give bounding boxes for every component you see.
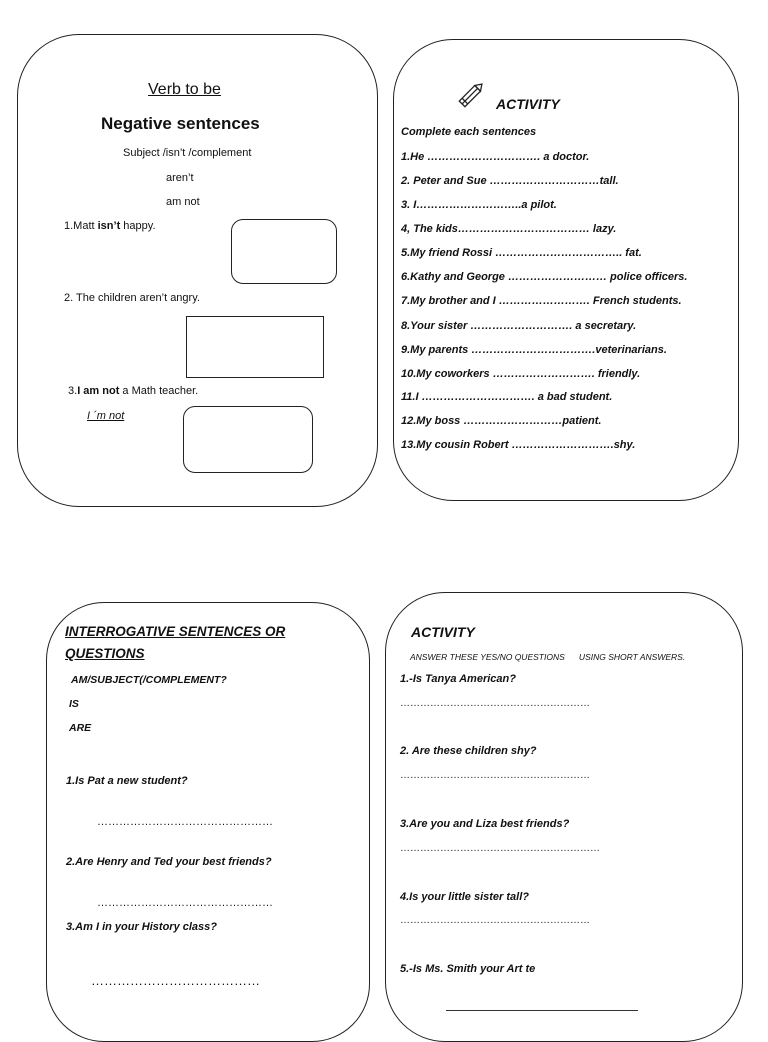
activity-title: ACTIVITY bbox=[496, 96, 560, 112]
question-3: 3.Am I in your History class? bbox=[66, 921, 217, 933]
sentence-item[interactable]: 8.Your sister ………………………. a secretary. bbox=[401, 320, 637, 332]
example-1: 1.Matt isn’t happy. bbox=[64, 220, 156, 232]
activity-instruction: Complete each sentences bbox=[401, 126, 537, 138]
activity-questions-card bbox=[385, 592, 743, 1042]
sentence-item[interactable]: 9.My parents …………………………….veterinarians. bbox=[401, 344, 667, 356]
answer-line-5[interactable] bbox=[446, 1010, 638, 1011]
activity-instruction: ANSWER THESE YES/NO QUESTIONS USING SHORT ANSWERS. bbox=[410, 652, 686, 662]
sentence-item[interactable]: 11.I …………………………. a bad student. bbox=[401, 391, 613, 403]
pattern-line: am not bbox=[166, 196, 200, 208]
sentence-item[interactable]: 12.My boss ………………………patient. bbox=[401, 415, 602, 427]
question-5: 5.-Is Ms. Smith your Art te bbox=[400, 963, 536, 975]
negative-sentences-card bbox=[17, 34, 378, 507]
answer-line-2[interactable]: ………………………………………… bbox=[97, 897, 273, 909]
card-title-line-2: QUESTIONS bbox=[65, 646, 145, 661]
answer-line-4[interactable]: ………………………………………………… bbox=[400, 915, 590, 926]
pencil-icon bbox=[455, 77, 489, 111]
answer-box-2[interactable] bbox=[186, 316, 324, 378]
pattern-line: aren’t bbox=[166, 172, 194, 184]
activity-title: ACTIVITY bbox=[411, 624, 475, 640]
question-4: 4.Is your little sister tall? bbox=[400, 891, 529, 903]
example-3: 3.I am not a Math teacher. bbox=[68, 385, 199, 397]
answer-line-1[interactable]: ………………………………………… bbox=[97, 816, 273, 828]
sentence-item[interactable]: 13.My cousin Robert ……………………….shy. bbox=[401, 439, 636, 451]
question-1: 1.-Is Tanya American? bbox=[400, 673, 516, 685]
example-2: 2. The children aren’t angry. bbox=[64, 292, 200, 304]
sentence-item[interactable]: 1.He …………………………. a doctor. bbox=[401, 151, 590, 163]
answer-box-3[interactable] bbox=[183, 406, 313, 473]
card-title-line-1: INTERROGATIVE SENTENCES OR bbox=[65, 624, 286, 639]
question-3: 3.Are you and Liza best friends? bbox=[400, 818, 570, 830]
answer-line-3[interactable]: …………………………………………………… bbox=[400, 843, 600, 854]
sentence-item[interactable]: 10.My coworkers ………………………. friendly. bbox=[401, 368, 641, 380]
answer-line-2[interactable]: ………………………………………………… bbox=[400, 770, 590, 781]
sentence-item[interactable]: 2. Peter and Sue …………………………tall. bbox=[401, 175, 619, 187]
pattern-line: ARE bbox=[69, 722, 92, 734]
question-1: 1.Is Pat a new student? bbox=[66, 775, 188, 787]
sentence-item[interactable]: 5.My friend Rossi …………………………….. fat. bbox=[401, 247, 642, 259]
answer-line-1[interactable]: ………………………………………………… bbox=[400, 698, 590, 709]
answer-box-1[interactable] bbox=[231, 219, 337, 284]
answer-line-3[interactable]: ………………………………… bbox=[91, 973, 260, 988]
sentence-item[interactable]: 6.Kathy and George ……………………… police officers. bbox=[401, 271, 688, 283]
question-2: 2.Are Henry and Ted your best friends? bbox=[66, 856, 272, 868]
pattern-line: AM/SUBJECT(/COMPLEMENT? bbox=[71, 674, 227, 686]
card-title: Verb to be bbox=[148, 81, 221, 98]
interrogative-card bbox=[46, 602, 370, 1042]
card-heading: Negative sentences bbox=[101, 114, 260, 133]
contraction-note: I ´m not bbox=[87, 410, 125, 422]
question-2: 2. Are these children shy? bbox=[400, 745, 537, 757]
pattern-line: IS bbox=[69, 698, 79, 710]
pattern-line: Subject /isn’t /complement bbox=[123, 147, 252, 159]
sentence-item[interactable]: 3. I………………………..a pilot. bbox=[401, 199, 557, 211]
sentence-item[interactable]: 7.My brother and I ……………………. French students. bbox=[401, 295, 682, 307]
activity-complete-card bbox=[393, 39, 739, 501]
sentence-item[interactable]: 4, The kids……………………………… lazy. bbox=[401, 223, 617, 235]
